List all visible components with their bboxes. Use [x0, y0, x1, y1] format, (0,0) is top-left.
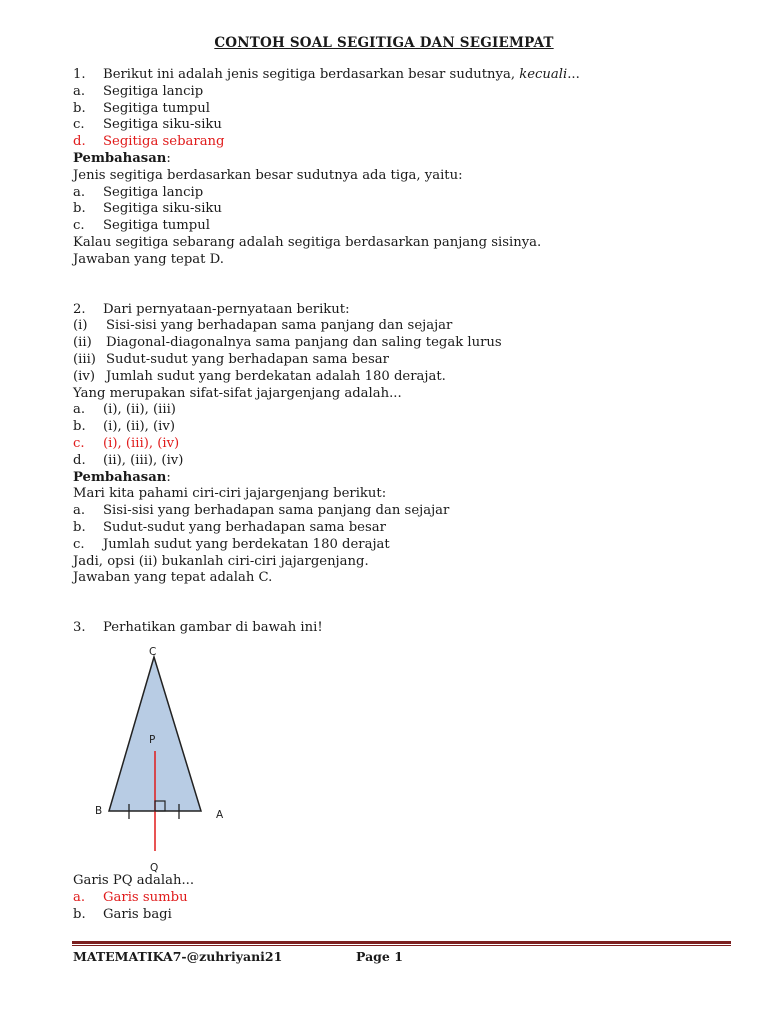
explanation-intro: Mari kita pahami ciri-ciri jajargenjang berikut: [73, 486, 387, 502]
item-label: c. [73, 218, 85, 234]
option-d [73, 453, 733, 470]
spacer [73, 269, 733, 302]
label-q: Q [150, 861, 159, 873]
question-2 [73, 302, 733, 319]
statement-item [73, 318, 733, 335]
option-a [73, 402, 733, 419]
option-text: Segitiga siku-siku [103, 117, 222, 133]
statement-item [73, 352, 733, 369]
statement-item [73, 335, 733, 352]
question-text: Berikut ini adalah jenis segitiga berdasarkan besar sudutnya, [103, 67, 520, 82]
item-text: Jumlah sudut yang berdekatan 180 derajat [103, 536, 390, 552]
answer-text: Jawaban yang tepat D. [73, 251, 224, 267]
statement-item [73, 369, 733, 386]
option-d-correct [73, 134, 733, 151]
explanation-intro: Jenis segitiga berdasarkan besar sudutnya ada tiga, yaitu: [73, 167, 463, 183]
triangle-figure [73, 637, 733, 873]
pembahasan-heading [73, 470, 733, 487]
spacer [73, 587, 733, 620]
question-3 [73, 620, 733, 637]
explanation-item [73, 185, 733, 202]
option-text: (i), (ii), (iii) [103, 402, 176, 418]
label-p: P [149, 733, 156, 746]
footer-rule-thick [72, 941, 731, 944]
option-text: Garis sumbu [103, 889, 188, 905]
explanation-item [73, 537, 733, 554]
explanation-item [73, 520, 733, 537]
question-number: 2. [73, 301, 86, 317]
question-prompt: Yang merupakan sifat-sifat jajargenjang adalah... [73, 385, 402, 401]
pembahasan-label: Pembahasan [73, 150, 167, 166]
item-text: Sisi-sisi yang berhadapan sama panjang dan sejajar [103, 503, 450, 519]
item-label: c. [73, 536, 85, 552]
option-label: b. [73, 100, 86, 116]
option-text: (i), (iii), (iv) [103, 435, 180, 451]
question-1 [73, 67, 733, 84]
document-body [73, 67, 733, 923]
statement-label: (ii) [73, 335, 92, 351]
item-label: b. [73, 519, 86, 535]
option-text: Segitiga lancip [103, 83, 204, 99]
question-number: 1. [73, 67, 86, 82]
footer-rule-thin [72, 945, 731, 946]
statement-label: (i) [73, 318, 88, 334]
explanation-item [73, 218, 733, 235]
option-text: (i), (ii), (iv) [103, 419, 175, 435]
option-b [73, 907, 733, 924]
option-c [73, 117, 733, 134]
option-text: (ii), (iii), (iv) [103, 452, 184, 468]
page-title: CONTOH SOAL SEGITIGA DAN SEGIEMPAT [214, 35, 554, 51]
option-label: d. [73, 452, 86, 468]
question-text-italic: kecuali [519, 67, 568, 82]
statement-text: Sudut-sudut yang berhadapan sama besar [106, 351, 389, 367]
explanation-note: Kalau segitiga sebarang adalah segitiga berdasarkan panjang sisinya. [73, 234, 542, 250]
explanation-item [73, 201, 733, 218]
item-text: Segitiga lancip [103, 184, 204, 200]
pembahasan-label: Pembahasan [73, 469, 167, 485]
option-label: d. [73, 134, 86, 150]
pembahasan-colon: : [166, 469, 171, 485]
question-text-end: ... [567, 67, 580, 82]
option-label: c. [73, 435, 85, 451]
statement-label: (iii) [73, 351, 96, 367]
option-label: b. [73, 906, 86, 922]
option-a [73, 84, 733, 101]
pembahasan-colon: : [166, 150, 171, 166]
label-b: B [95, 804, 103, 817]
statement-label: (iv) [73, 368, 95, 384]
option-text: Garis bagi [103, 906, 172, 922]
statement-text: Jumlah sudut yang berdekatan adalah 180 derajat. [106, 368, 446, 384]
label-a: A [216, 808, 224, 821]
triangle-diagram [93, 637, 293, 873]
option-label: a. [73, 83, 86, 99]
pembahasan-heading [73, 151, 733, 168]
option-text: Segitiga tumpul [103, 100, 210, 116]
question-text: Perhatikan gambar di bawah ini! [103, 620, 323, 636]
option-label: b. [73, 419, 86, 435]
option-b [73, 419, 733, 436]
item-label: a. [73, 184, 86, 200]
footer-author: MATEMATIKA7-@zuhriyani21 [73, 949, 283, 964]
option-b [73, 101, 733, 118]
explanation-item [73, 503, 733, 520]
item-label: a. [73, 503, 86, 519]
footer-page-number: Page 1 [356, 949, 403, 964]
question-number: 3. [73, 620, 86, 636]
question-prompt: Garis PQ adalah... [73, 872, 195, 888]
item-text: Sudut-sudut yang berhadapan sama besar [103, 519, 386, 535]
option-c-correct [73, 436, 733, 453]
explanation-note: Jadi, opsi (ii) bukanlah ciri-ciri jajargenjang. [73, 553, 369, 569]
statement-text: Sisi-sisi yang berhadapan sama panjang dan sejajar [106, 318, 453, 334]
question-text: Dari pernyataan-pernyataan berikut: [103, 301, 350, 317]
option-label: a. [73, 402, 86, 418]
statement-text: Diagonal-diagonalnya sama panjang dan saling tegak lurus [106, 335, 502, 351]
option-a-correct [73, 890, 733, 907]
label-c: C [149, 645, 157, 658]
option-label: c. [73, 117, 85, 133]
item-label: b. [73, 201, 86, 217]
item-text: Segitiga tumpul [103, 218, 210, 234]
option-label: a. [73, 889, 86, 905]
item-text: Segitiga siku-siku [103, 201, 222, 217]
option-text: Segitiga sebarang [103, 134, 225, 150]
answer-text: Jawaban yang tepat adalah C. [73, 570, 273, 586]
